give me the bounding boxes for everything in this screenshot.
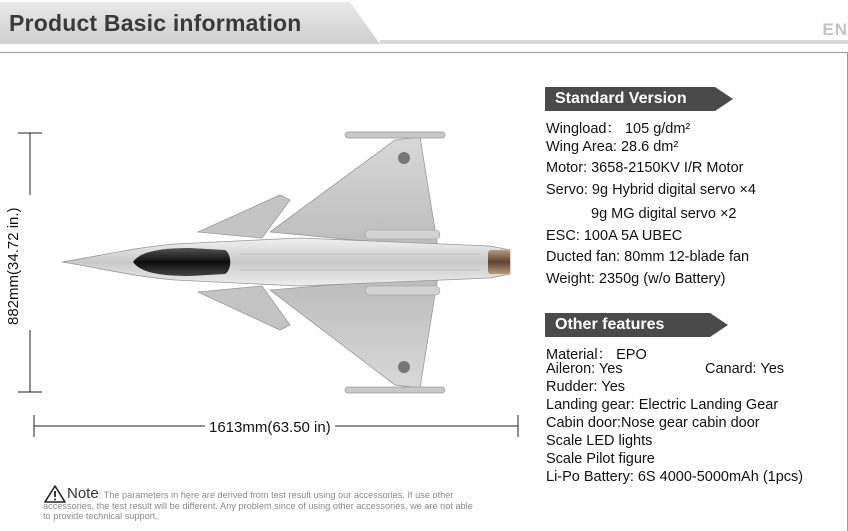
standard-version-heading: Standard Version [555, 90, 687, 107]
spec-ducted-fan: Ducted fan: 80mm 12-blade fan [546, 249, 750, 265]
note-text: : The parameters in here are derived from test result using our accessories. If use other accessories, the test result will be different. Any problem since of using other accessories, we are not able to provide technical support. [43, 490, 473, 521]
height-dimension-label: 882mm(34.72 in.) [5, 207, 22, 325]
spec-servo: Servo: 9g Hybrid digital servo ×4 [546, 182, 756, 198]
header [0, 0, 848, 46]
other-features-heading: Other features [555, 316, 665, 333]
aircraft-top-view-image [0, 110, 540, 410]
page-title: Product Basic information [9, 10, 302, 36]
feature-led-lights: Scale LED lights [546, 433, 653, 449]
feature-cabin-door: Cabin door:Nose gear cabin door [546, 415, 760, 431]
feature-landing-gear: Landing gear: Electric Landing Gear [546, 397, 779, 413]
spec-esc: ESC: 100A 5A UBEC [546, 228, 683, 244]
note-label: Note [67, 485, 99, 502]
language-label: EN [822, 20, 848, 39]
feature-aileron: Aileron: Yes [546, 361, 623, 377]
standard-version-tag [545, 87, 735, 111]
feature-battery: Li-Po Battery: 6S 4000-5000mAh (1pcs) [546, 469, 804, 485]
feature-rudder: Rudder: Yes [546, 379, 626, 395]
feature-material: Material： EPO [546, 347, 647, 363]
disclaimer-note [43, 485, 483, 522]
length-dimension-label: 1613mm(63.50 in) [205, 419, 335, 436]
feature-pilot-figure: Scale Pilot figure [546, 451, 655, 467]
spec-servo-mg: 9g MG digital servo ×2 [591, 206, 737, 222]
height-dimension-line [18, 125, 48, 395]
other-features-tag [545, 313, 730, 337]
spec-wing-area: Wing Area: 28.6 dm² [546, 139, 679, 155]
spec-weight: Weight: 2350g (w/o Battery) [546, 271, 726, 287]
feature-canard: Canard: Yes [705, 361, 785, 377]
spec-wingload: Wingload： 105 g/dm² [546, 121, 691, 137]
spec-motor: Motor: 3658-2150KV I/R Motor [546, 160, 744, 176]
